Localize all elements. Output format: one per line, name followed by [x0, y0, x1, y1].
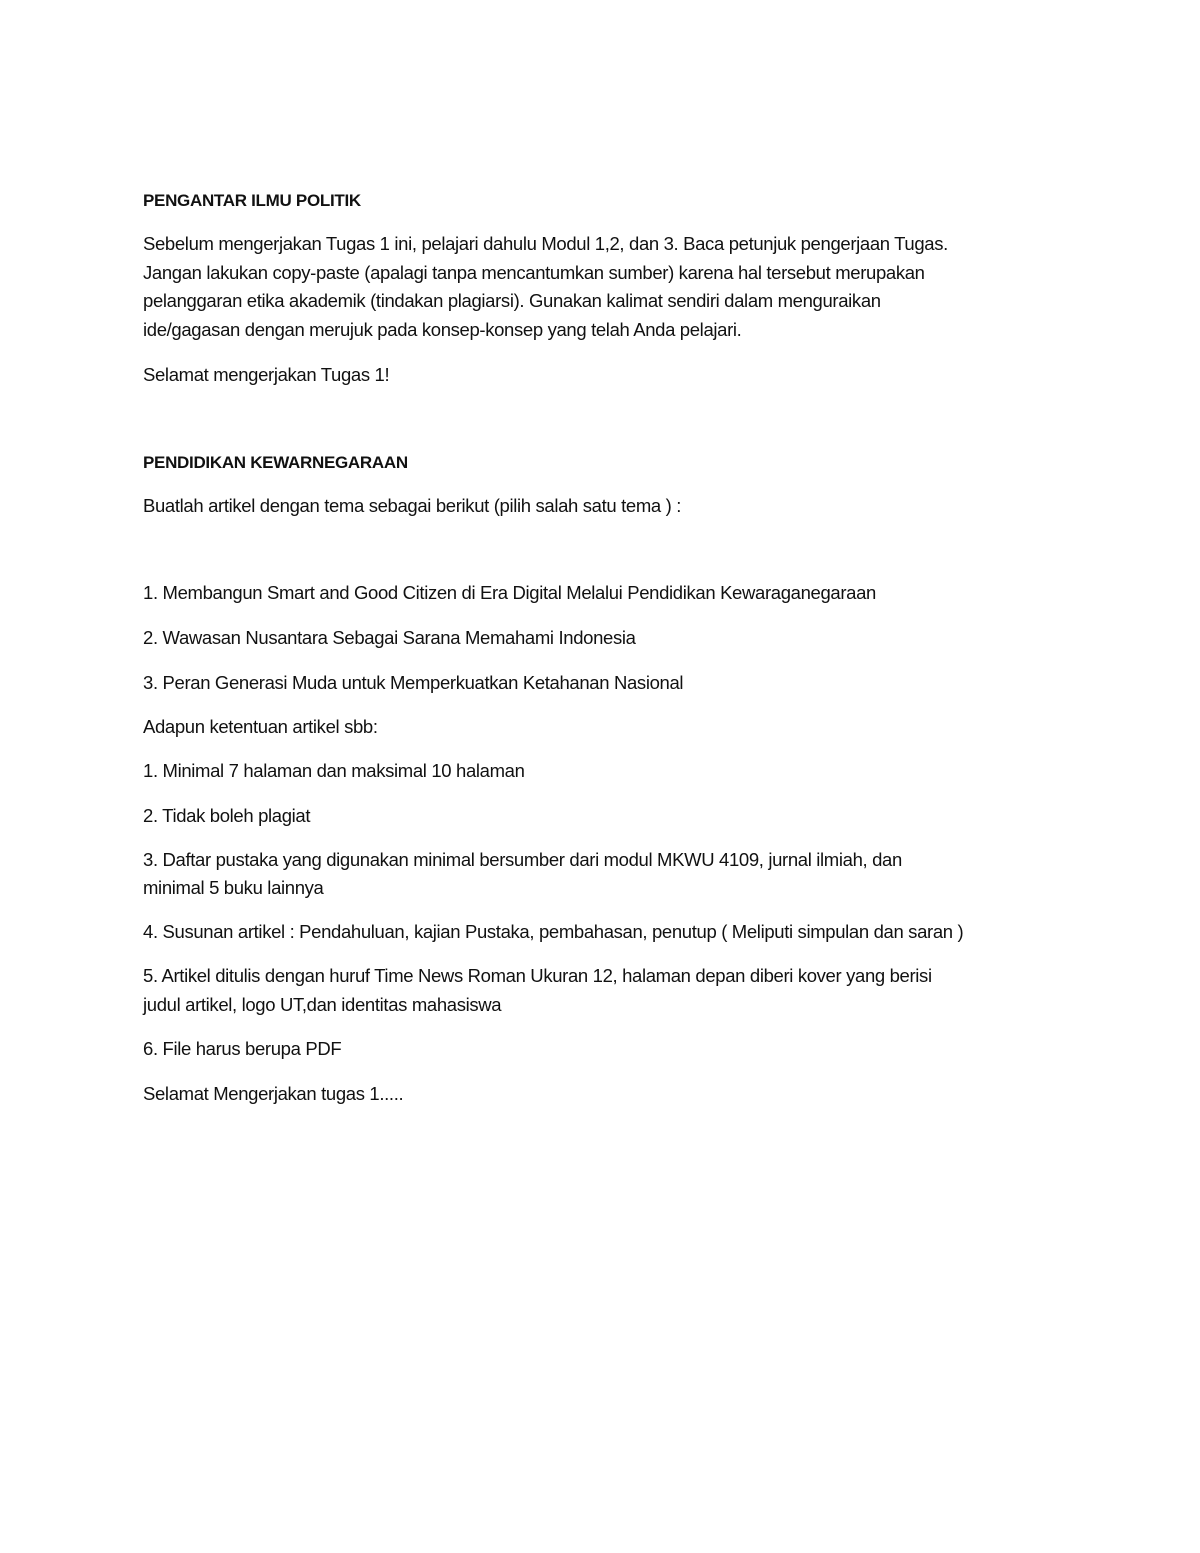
- intro-text: Buatlah artikel dengan tema sebagai berikut (pilih salah satu tema ) :: [143, 495, 682, 516]
- closing-text: Selamat Mengerjakan tugas 1.....: [143, 1083, 404, 1104]
- section-heading-pendidikan-kewarnegaraan: PENDIDIKAN KEWARNEGARAAN: [143, 453, 408, 472]
- theme-item: 1. Membangun Smart and Good Citizen di Era Digital Melalui Pendidikan Kewaraganegaraan: [143, 582, 876, 603]
- requirement-item-continued: judul artikel, logo UT,dan identitas mahasiswa: [143, 994, 502, 1015]
- requirement-item-continued: minimal 5 buku lainnya: [143, 877, 324, 898]
- requirement-item: 1. Minimal 7 halaman dan maksimal 10 halaman: [143, 760, 525, 781]
- requirements-intro: Adapun ketentuan artikel sbb:: [143, 716, 378, 737]
- paragraph-line: pelanggaran etika akademik (tindakan plagiarsi). Gunakan kalimat sendiri dalam menguraikan: [143, 290, 881, 311]
- requirement-item: 6. File harus berupa PDF: [143, 1038, 342, 1059]
- theme-item: 3. Peran Generasi Muda untuk Memperkuatkan Ketahanan Nasional: [143, 672, 684, 693]
- paragraph-line: ide/gagasan dengan merujuk pada konsep-konsep yang telah Anda pelajari.: [143, 319, 742, 340]
- requirement-item: 4. Susunan artikel : Pendahuluan, kajian Pustaka, pembahasan, penutup ( Meliputi simpulan dan saran ): [143, 921, 964, 942]
- paragraph-line: Jangan lakukan copy-paste (apalagi tanpa mencantumkan sumber) karena hal tersebut merupakan: [143, 262, 925, 283]
- requirement-item: 5. Artikel ditulis dengan huruf Time News Roman Ukuran 12, halaman depan diberi kover yang berisi: [143, 965, 932, 986]
- closing-text: Selamat mengerjakan Tugas 1!: [143, 364, 390, 385]
- paragraph-line: Sebelum mengerjakan Tugas 1 ini, pelajari dahulu Modul 1,2, dan 3. Baca petunjuk pengerjaan Tugas.: [143, 233, 948, 254]
- requirement-item: 3. Daftar pustaka yang digunakan minimal bersumber dari modul MKWU 4109, jurnal ilmiah, dan: [143, 849, 902, 870]
- theme-item: 2. Wawasan Nusantara Sebagai Sarana Memahami Indonesia: [143, 627, 636, 648]
- section-heading-pengantar-ilmu-politik: PENGANTAR ILMU POLITIK: [143, 191, 361, 210]
- requirement-item: 2. Tidak boleh plagiat: [143, 805, 311, 826]
